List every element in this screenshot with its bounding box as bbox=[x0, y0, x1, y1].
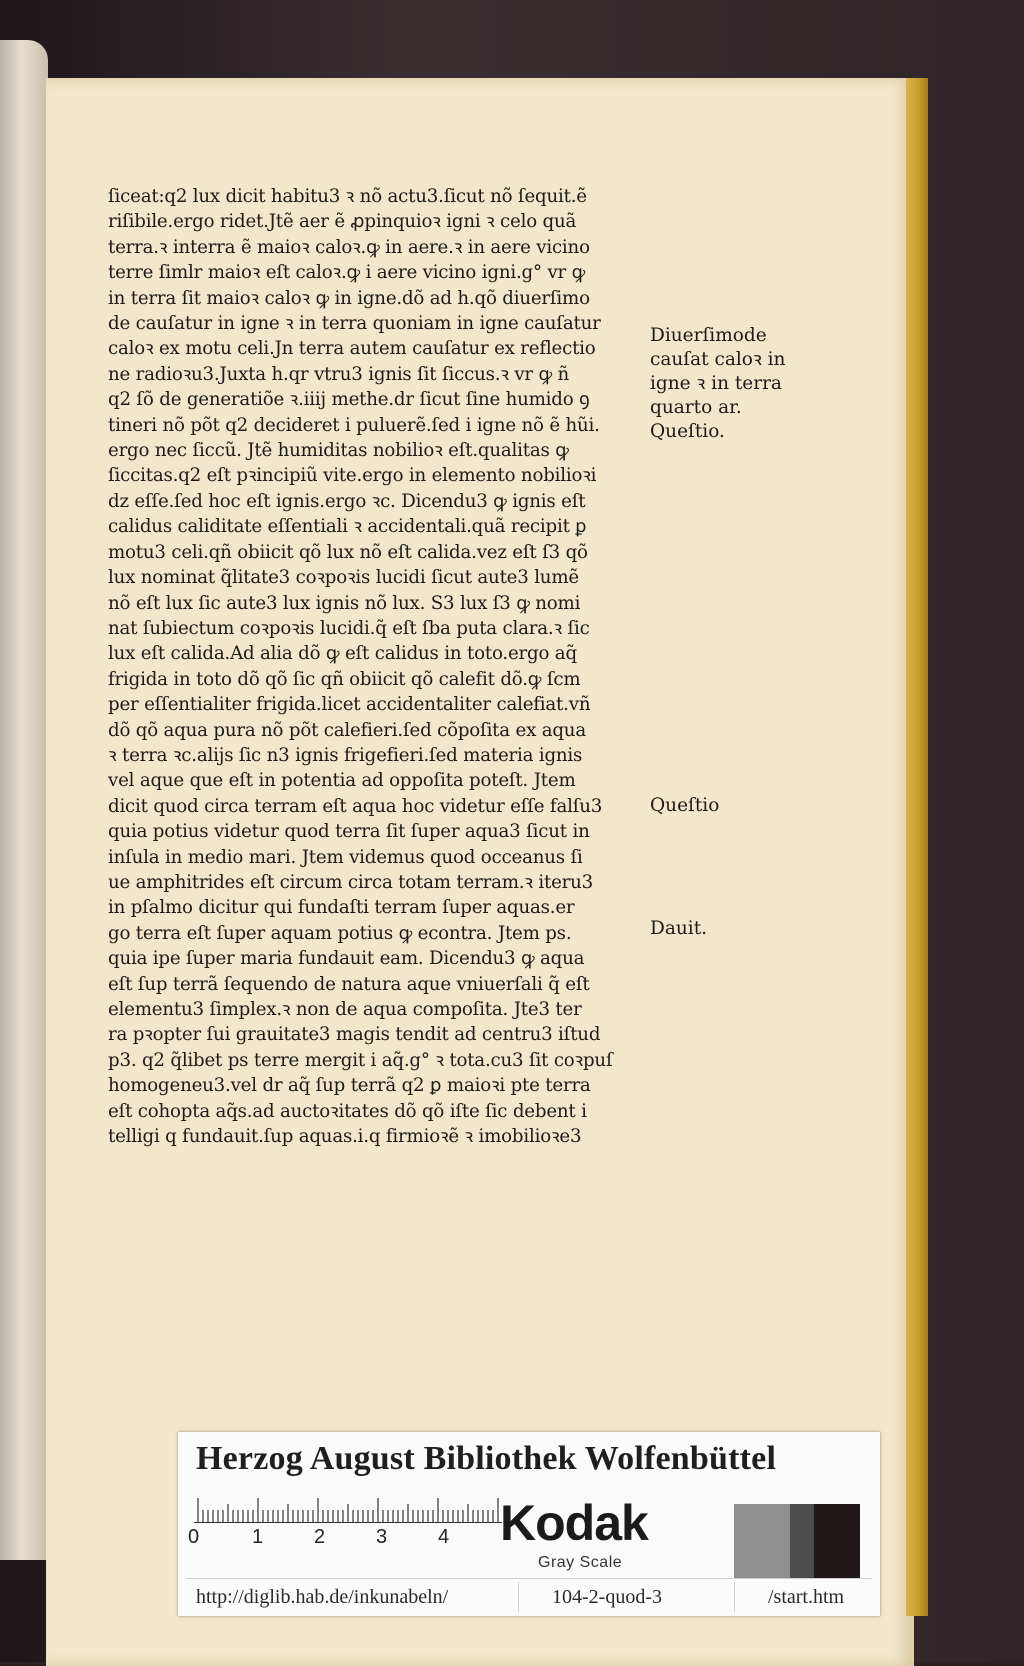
text-line: elementu3 ſimplex.ꝛ non de aqua compoſita. Jte3 ter bbox=[108, 999, 582, 1020]
marginal-line: igne ꝛ in terra bbox=[650, 373, 782, 394]
text-line: ꝛ terra ꝛc.alijs ſic n3 ignis frigefieri.ſed materia ignis bbox=[108, 744, 583, 766]
url-separator bbox=[518, 1582, 519, 1612]
text-line: vel aque que eſt in potentia ad oppoſita poteſt. Jtem bbox=[108, 770, 576, 792]
text-line: telligi q fundauit.ſup aquas.i.q firmioꝛẽ ꝛ imobilioꝛe3 bbox=[108, 1126, 582, 1148]
text-line: ſiccitas.q2 eſt pꝛincipiũ vite.ergo in elemento nobilioꝛi bbox=[108, 465, 597, 487]
main-text-column bbox=[108, 184, 638, 1149]
text-line: de cauſatur in igne ꝛ in terra quoniam in igne cauſatur bbox=[108, 313, 601, 335]
text-line: quia potius videtur quod terra ſit ſuper aqua3 ſicut in bbox=[108, 821, 590, 843]
text-line: nõ eſt lux ſic aute3 lux ignis nõ lux. S3 lux ſ3 ꝙ nomi bbox=[108, 592, 581, 614]
text-line: dicit quod circa terram eſt aqua hoc videtur eſſe falſu3 bbox=[108, 795, 603, 817]
text-line: motu3 celi.qñ obiicit qõ lux nõ eſt calida.vez eſt ſ3 qõ bbox=[108, 541, 588, 563]
text-line: homogeneu3.vel dr aq̃ ſup terrã q2 ꝑ maioꝛi pte terra bbox=[108, 1075, 591, 1097]
ruler-number: 0 bbox=[188, 1526, 200, 1548]
marginal-line: quarto ar. bbox=[650, 397, 742, 418]
text-line: frigida in toto dõ qõ ſic qñ obiicit qõ calefit dõ.ꝙ ſcm bbox=[108, 668, 581, 690]
ruler-number: 3 bbox=[376, 1526, 388, 1548]
text-line: caloꝛ ex motu celi.Jn terra autem cauſatur ex reflectio bbox=[108, 338, 596, 360]
page-gilt-edge bbox=[906, 78, 928, 1616]
ruler-number: 2 bbox=[314, 1526, 326, 1548]
text-line: quia ipe ſuper maria fundauit eam. Dicendu3 ꝙ aqua bbox=[108, 948, 585, 970]
text-line: q2 ſõ de generatiõe ꝛ.iiij methe.dr ſicut ſine humido ꝯ bbox=[108, 389, 590, 411]
url-base: http://diglib.hab.de/inkunabeln/ bbox=[196, 1586, 449, 1608]
card-divider bbox=[186, 1578, 872, 1579]
text-line: eſt ſup terrã ſequendo de natura aque vniuerſali q̃ eſt bbox=[108, 973, 590, 995]
library-name: Herzog August Bibliothek Wolfenbüttel bbox=[196, 1440, 777, 1477]
text-line: per eſſentialiter frigida.licet accidentaliter calefiat.vñ bbox=[108, 694, 591, 716]
text-line: terra.ꝛ interra ẽ maioꝛ caloꝛ.ꝙ in aere.ꝛ in aere vicino bbox=[108, 236, 590, 258]
marginal-note-diuersimode bbox=[650, 324, 785, 444]
marginal-note-questio: Queſtio bbox=[650, 795, 720, 816]
text-line: ſiceat:q2 lux dicit habitu3 ꝛ nõ actu3.ſicut nõ ſequit.ẽ bbox=[108, 186, 587, 207]
text-line: ergo nec ſiccũ. Jtẽ humiditas nobilioꝛ eſt.qualitas ꝙ bbox=[108, 440, 569, 462]
text-line: p3. q2 q̃libet ps terre mergit i aq̃.g° ꝛ tota.cu3 ſit coꝛpuſ bbox=[108, 1049, 613, 1071]
text-line: eſt cohopta aq̃s.ad auctoꝛitates dõ qõ iſte ſic debent i bbox=[108, 1100, 587, 1122]
gray-patch-mid bbox=[790, 1504, 814, 1578]
text-line: riſibile.ergo ridet.Jtẽ aer ẽ ꝓpinquioꝛ igni ꝛ celo quã bbox=[108, 211, 577, 233]
text-line: inſula in medio mari. Jtem videmus quod occeanus ſi bbox=[108, 846, 583, 868]
text-line: dz eſſe.ſed hoc eſt ignis.ergo ꝛc. Dicendu3 ꝙ ignis eſt bbox=[108, 490, 586, 512]
text-line: in terra ſit maioꝛ caloꝛ ꝙ in igne.dõ ad h.qõ diuerſimo bbox=[108, 287, 590, 309]
gray-scale-label: Gray Scale bbox=[538, 1554, 623, 1571]
text-line: ue amphitrides eſt circum circa totam terram.ꝛ iteru3 bbox=[108, 871, 594, 893]
ruler-number: 4 bbox=[438, 1526, 450, 1548]
ruler-number: 1 bbox=[252, 1526, 264, 1548]
text-line: tineri nõ põt q2 decideret i puluerẽ.ſed i igne nõ ẽ hũi. bbox=[108, 414, 600, 436]
gray-patch-dark bbox=[814, 1504, 860, 1578]
kodak-logo: Kodak bbox=[500, 1495, 648, 1551]
text-line: lux nominat q̃litate3 coꝛpoꝛis lucidi ſicut aute3 lumẽ bbox=[108, 567, 579, 589]
url-id: 104-2-quod-3 bbox=[552, 1586, 662, 1608]
marginal-note-dauit: Dauit. bbox=[650, 918, 708, 939]
ruler-scale bbox=[194, 1496, 502, 1523]
gray-patch-light bbox=[734, 1504, 790, 1578]
url-suffix: /start.htm bbox=[768, 1586, 845, 1608]
text-line: calidus caliditate eſſentiali ꝛ accidentali.quã recipit ꝑ bbox=[108, 516, 587, 538]
marginal-line: Queſtio. bbox=[650, 421, 725, 442]
marginal-line: cauſat caloꝛ in bbox=[650, 349, 786, 370]
text-line: in pſalmo dicitur qui fundaſti terram ſuper aquas.er bbox=[108, 897, 575, 919]
text-line: nat ſubiectum coꝛpoꝛis lucidi.q̃ eſt ſba puta clara.ꝛ ſic bbox=[108, 617, 590, 639]
text-line: ne radioꝛu3.Juxta h.qr vtru3 ignis ſit ſiccus.ꝛ vr ꝙ ñ bbox=[108, 363, 570, 385]
text-line: dõ qõ aqua pura nõ põt calefieri.ſed cõpoſita ex aqua bbox=[108, 719, 586, 741]
ruler-numbers bbox=[188, 1526, 488, 1550]
color-target-card bbox=[178, 1432, 880, 1616]
text-line: terre ſimlr maioꝛ eſt caloꝛ.ꝙ i aere vicino igni.g° vr ꝙ bbox=[108, 262, 586, 284]
text-line: ra pꝛopter ſui grauitate3 magis tendit ad centru3 iſtud bbox=[108, 1024, 601, 1046]
left-page-edge bbox=[0, 40, 48, 1560]
text-line: lux eſt calida.Ad alia dõ ꝙ eſt calidus in toto.ergo aq̃ bbox=[108, 643, 577, 665]
url-separator bbox=[734, 1582, 735, 1612]
text-line: go terra eſt ſuper aquam potius ꝙ econtra. Jtem ps. bbox=[108, 922, 572, 944]
marginal-line: Diuerſimode bbox=[650, 325, 767, 346]
